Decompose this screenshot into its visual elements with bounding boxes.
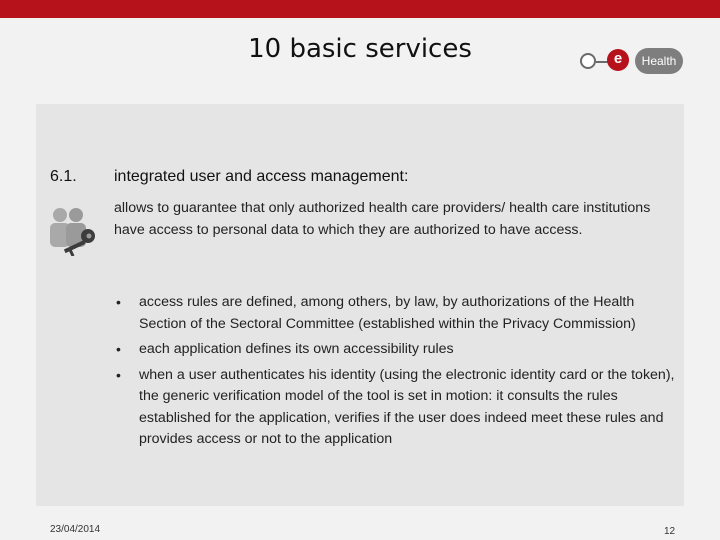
bullet-text: access rules are defined, among others, by law, by authorizations of the Health Section of the Sectoral Committee (established within the Privacy Commission): [139, 294, 636, 332]
list-item: [114, 365, 684, 451]
list-item: [114, 292, 684, 335]
logo-e-circle: e: [607, 49, 629, 71]
bullet-text: when a user authenticates his identity (using the electronic identity card or the token), the generic verification model of the tool is set in motion: it consults the rules established for the application, verifies if the user does indeed meet these rules and provides access or not to the application: [139, 366, 675, 447]
bullet-text: each application defines its own accessibility rules: [139, 341, 454, 357]
footer-date: 23/04/2014: [50, 524, 101, 535]
section-number: 6.1.: [50, 168, 77, 185]
page-number: 12: [664, 526, 676, 537]
section-title: integrated user and access management:: [114, 168, 409, 185]
top-brand-bar: [0, 0, 720, 18]
list-item: [114, 339, 684, 361]
section-description: allows to guarantee that only authorized health care providers/ health care institutions have access to personal data to which they are authorized to have access.: [114, 200, 651, 238]
slide-title: 10 basic services: [248, 34, 472, 64]
users-key-icon: [48, 206, 98, 256]
bullet-list: [114, 292, 684, 455]
bullet-glyph: •: [116, 341, 121, 357]
logo-health-label: Health: [635, 48, 683, 74]
logo-ring: [580, 53, 596, 69]
ehealth-logo: [578, 46, 688, 80]
bullet-glyph: •: [116, 366, 121, 383]
bullet-glyph: •: [116, 294, 121, 310]
